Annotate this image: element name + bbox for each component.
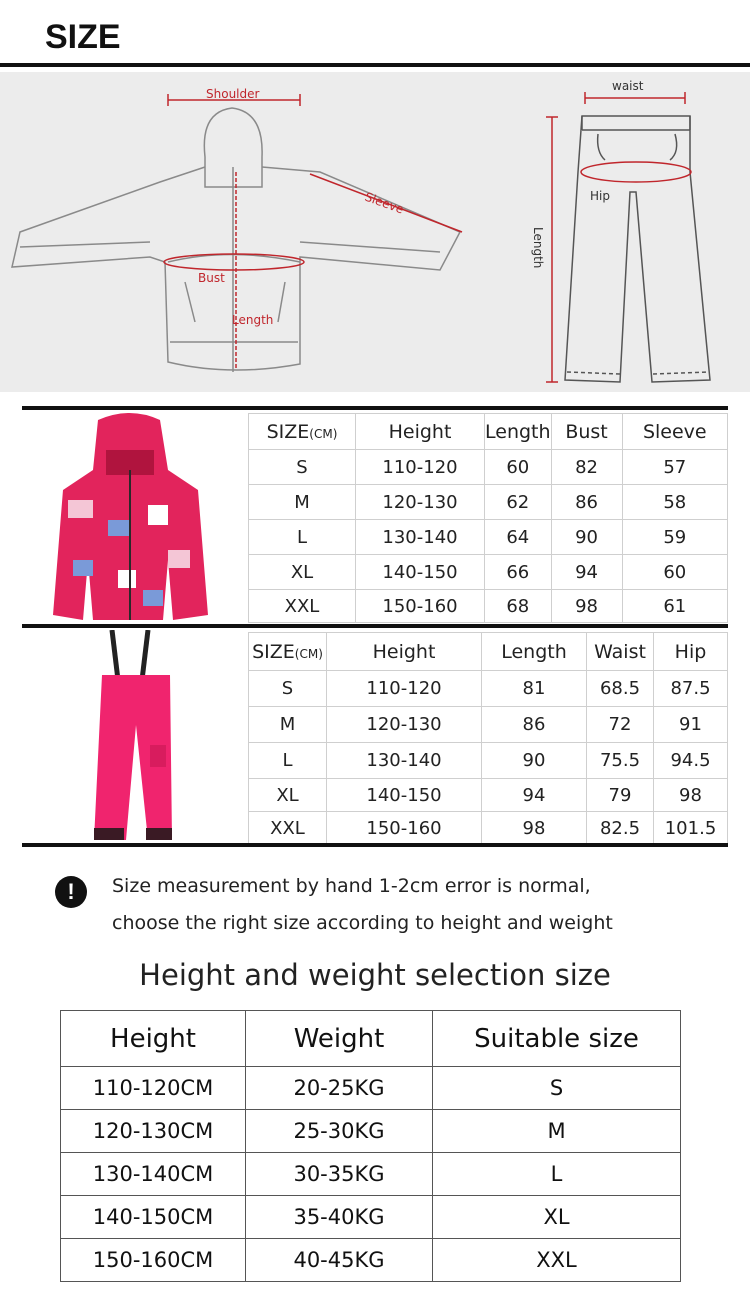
pants-length-label: Length <box>531 227 545 269</box>
col-hip-header: Hip <box>654 633 728 671</box>
height-weight-table <box>60 1010 681 1282</box>
hip-measure-ellipse <box>581 162 691 182</box>
jacket-size-table <box>248 413 728 623</box>
col-size-header: SIZE(CM) <box>249 414 356 450</box>
table-row: L 130-140 90 75.5 94.5 <box>249 743 728 779</box>
col-waist-header: Waist <box>587 633 654 671</box>
table-row: XXL 150-160 68 98 61 <box>249 590 728 623</box>
table-row: 140-150CM 35-40KG XL <box>61 1196 681 1239</box>
garment-measure-illustration <box>0 72 750 392</box>
table-row: 120-130CM 25-30KG M <box>61 1110 681 1153</box>
jacket-length-label: Length <box>232 313 274 327</box>
shoulder-label: Shoulder <box>206 87 260 101</box>
page-title: SIZE <box>45 18 121 56</box>
measurement-diagram <box>0 72 750 392</box>
col-length-header: Length <box>485 414 552 450</box>
col-weight-header: Weight <box>246 1011 433 1067</box>
pants-size-table <box>248 632 728 845</box>
table-row: S 110-120 81 68.5 87.5 <box>249 671 728 707</box>
col-height-header: Height <box>327 633 482 671</box>
table-row: 150-160CM 40-45KG XXL <box>61 1239 681 1282</box>
pants-table-bottom-rule <box>22 843 728 847</box>
selection-title: Height and weight selection size <box>139 958 611 992</box>
sleeve-label: Sleeve <box>362 189 406 217</box>
col-sleeve-header: Sleeve <box>622 414 727 450</box>
col-suitable-size-header: Suitable size <box>433 1011 681 1067</box>
pants-outline <box>565 116 710 382</box>
col-bust-header: Bust <box>551 414 622 450</box>
exclamation-icon: ! <box>55 876 87 908</box>
note-line-2: choose the right size according to height and weight <box>112 912 613 934</box>
jacket-product-image <box>48 410 213 622</box>
bust-measure-ellipse <box>164 254 304 270</box>
table-row: M 120-130 62 86 58 <box>249 485 728 520</box>
table-row: XXL 150-160 98 82.5 101.5 <box>249 812 728 845</box>
pants-table-top-rule <box>22 624 728 628</box>
note-line-1: Size measurement by hand 1-2cm error is normal, <box>112 875 591 897</box>
table-row: XL 140-150 66 94 60 <box>249 555 728 590</box>
title-divider <box>0 63 750 67</box>
hip-label: Hip <box>590 189 610 203</box>
col-length-header: Length <box>482 633 587 671</box>
table-row: M 120-130 86 72 91 <box>249 707 728 743</box>
table-row: L 130-140 64 90 59 <box>249 520 728 555</box>
col-height-header: Height <box>61 1011 246 1067</box>
waist-label: waist <box>612 79 644 93</box>
table-row: 110-120CM 20-25KG S <box>61 1067 681 1110</box>
col-height-header: Height <box>356 414 485 450</box>
col-size-header: SIZE(CM) <box>249 633 327 671</box>
table-row: S 110-120 60 82 57 <box>249 450 728 485</box>
bust-label: Bust <box>198 271 225 285</box>
pants-product-image <box>90 630 182 842</box>
table-row: 130-140CM 30-35KG L <box>61 1153 681 1196</box>
table-row: XL 140-150 94 79 98 <box>249 779 728 812</box>
